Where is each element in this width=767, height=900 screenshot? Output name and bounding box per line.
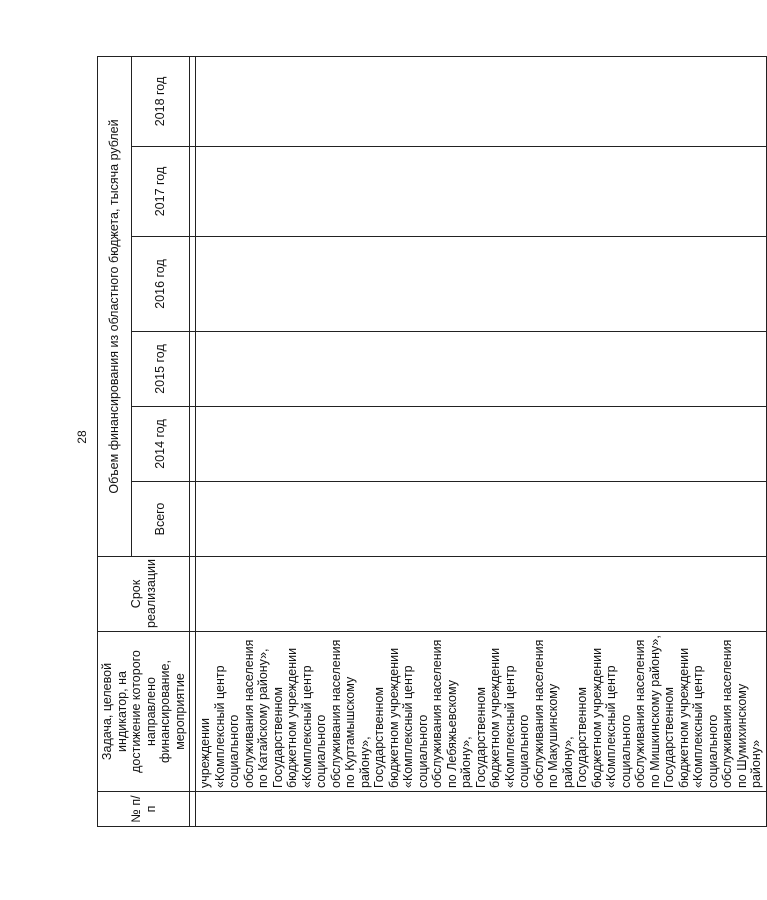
header-year-2016: 2016 год	[131, 237, 189, 332]
header-year-2017: 2017 год	[131, 147, 189, 237]
row-2016	[196, 237, 767, 332]
header-funding: Объем финансирования из областного бюджета, тысяча рублей	[98, 56, 132, 556]
row-2018	[196, 56, 767, 146]
header-year-2018: 2018 год	[131, 56, 189, 146]
header-num: № п/п	[98, 792, 190, 827]
header-total: Всего	[131, 482, 189, 557]
page-number: 28	[75, 430, 89, 444]
row-num	[196, 792, 767, 827]
row-2017	[196, 147, 767, 237]
header-year-2014: 2014 год	[131, 407, 189, 482]
row-total	[196, 482, 767, 557]
funding-table	[97, 56, 767, 827]
row-description: учреждении «Комплексный центр социального обслуживания населения по Катайскому району», Государственном бюджетном учреждении «Комплексный центр социального обслуживания населения по Куртамышскому району», Государственном бюджетном учреждении «Комплексный центр социального обслуживания населения по Лебяжьевскому району», Государственном бюджетном учреждении «Комплексный центр социального обслуживания населения по Макушинскому району», Государственном бюджетном учреждении «Комплексный центр социального обслуживания населения по Мишкинскому району», Государственном бюджетном учреждении «Комплексный центр социального обслуживания населения по Шумихинскому району»	[196, 632, 767, 792]
table-row	[196, 56, 767, 826]
header-year-2015: 2015 год	[131, 332, 189, 407]
header-task: Задача, целевой индикатор, на достижение которого направлено финансирование, мероприятие	[98, 632, 190, 792]
row-term	[196, 557, 767, 632]
header-term: Срок реализации	[98, 557, 190, 632]
row-2015	[196, 332, 767, 407]
table-container	[97, 57, 763, 827]
row-2014	[196, 407, 767, 482]
